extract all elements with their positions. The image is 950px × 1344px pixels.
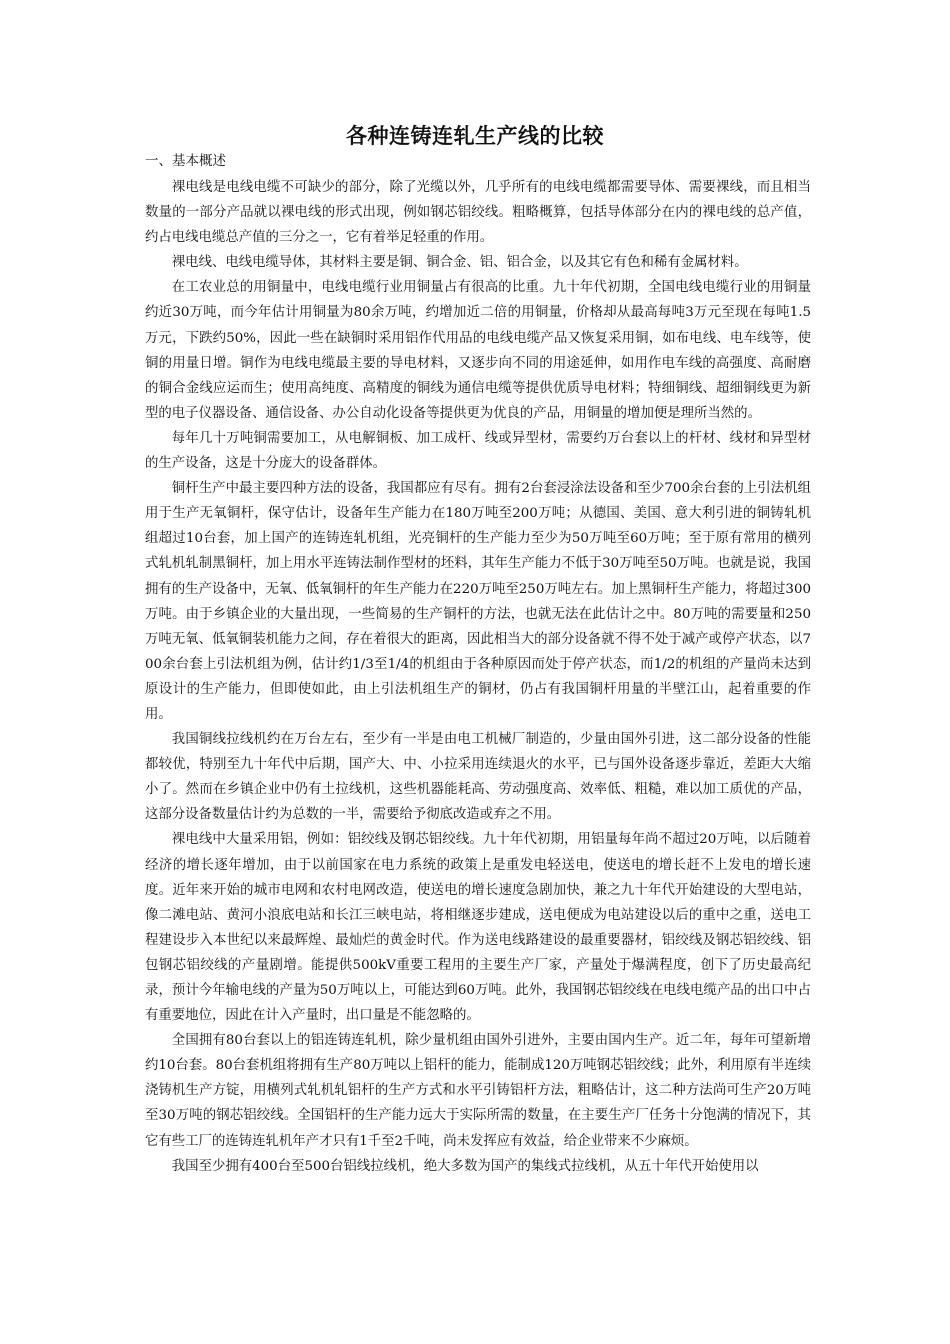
paragraph: 铜杆生产中最主要四种方法的设备，我国都应有尽有。拥有2台套浸涂法设备和至少700余台套的上引法机组用于生产无氧铜杆，保守估计，设备年生产能力在180万吨至200万吨；从德国、美国、意大利引进的铜铸轧机组超过10台套，加上国产的连铸连轧机组，光亮铜杆的生产能力至少为50万吨至60万吨；至于原有常用的横列式轧机轧制黑铜杆，加上用水平连铸法制作型材的坯料，其年生产能力不低于30万吨至50万吨。也就是说，我国拥有的生产设备中，无氧、低氧铜杆的年生产能力在220万吨至250万吨左右。加上黑铜杆生产能力，将超过300万吨。由于乡镇企业的大量出现，一些简易的生产铜杆的方法，也就无法在此估计之中。80万吨的需要量和250万吨无氧、低氧铜装机能力之间，存在着很大的距离，因此相当大的部分设备就不得不处于减产或停产状态，以700余台套上引法机组为例，估计约1/3至1/4的机组由于各种原因而处于停产状态，而1/2的机组的产量尚未达到原设计的生产能力，但即使如此，由上引法机组生产的铜材，仍占有我国铜杆用量的半壁江山，起着重要的作用。 (145, 481, 811, 722)
paragraph: 全国拥有80台套以上的铝连铸连轧机，除少量机组由国外引进外，主要由国内生产。近二年，每年可望新增约10台套。80台套机组将拥有生产80万吨以上铝杆的能力，能制成120万吨钢芯铝绞线；此外，利用原有半连续浇铸机生产方锭，用横列式轧机轧铝杆的生产方式和水平引铸铝杆方法，粗略估计，这二种方法尚可生产20万吨至30万吨的钢芯铝绞线。全国铝杆的生产能力远大于实际所需的数量，在主要生产厂任务十分饱满的情况下，其它有些工厂的连铸连轧机年产才只有1千至2千吨，尚未发挥应有效益，给企业带来不少麻烦。 (145, 1033, 811, 1149)
paragraph: 裸电线是电线电缆不可缺少的部分，除了光缆以外，几乎所有的电线电缆都需要导体、需要裸线，而且相当数量的一部分产品就以裸电线的形式出现，例如钢芯铝绞线。粗略概算，包括导体部分在内的裸电线的总产值，约占电线电缆总产值的三分之一，它有着举足轻重的作用。 (145, 180, 811, 246)
paragraph: 每年几十万吨铜需要加工，从电解铜板、加工成杆、线或异型材，需要约万台套以上的杆材、线材和异型材的生产设备，这是十分庞大的设备群体。 (145, 430, 811, 472)
paragraph: 我国铜线拉线机约在万台左右，至少有一半是由电工机械厂制造的，少量由国外引进，这二部分设备的性能都较优，特别至九十年代中后期，国产大、中、小拉采用连续退火的水平，已与国外设备逐步靠近，差距大大缩小了。然而在乡镇企业中仍有土拉线机，这些机器能耗高、劳动强度高、效率低、粗糙，难以加工质优的产品，这部分设备数量估计约为总数的一半，需要给予彻底改造或弃之不用。 (145, 732, 811, 823)
paragraph: 在工农业总的用铜量中，电线电缆行业用铜量占有很高的比重。九十年代初期，全国电线电缆行业的用铜量约近30万吨，而今年估计用铜量为80余万吨，约增加近二倍的用铜量，价格却从最高每吨3万元至现在每吨1.5万元，下跌约50%，因此一些在缺铜时采用铝作代用品的电线电缆产品又恢复采用铜，如布电线、电车线等，使铜的用量日增。铜作为电线电缆最主要的导电材料，又逐步向不同的用途延伸，如用作电车线的高强度、高耐磨的铜合金线应运而生；使用高纯度、高精度的铜线为通信电缆等提供优质导电材料；特细铜线、超细铜线更为新型的电子仪器设备、通信设备、办公自动化设备等提供更为优良的产品，用铜量的增加便是理所当然的。 (145, 280, 811, 421)
section-heading: 一、基本概述 (145, 153, 226, 169)
paragraph: 裸电线、电线电缆导体，其材料主要是铜、铜合金、铝、铝合金，以及其它有色和稀有金属材料。 (171, 255, 748, 271)
body-text (145, 175, 811, 1179)
paragraph: 裸电线中大量采用铝，例如：铝绞线及钢芯铝绞线。九十年代初期，用铝量每年尚不超过20万吨，以后随着经济的增长逐年增加，由于以前国家在电力系统的政策上是重发电轻送电，使送电的增长赶不上发电的增长速度。近年来开始的城市电网和农村电网改造，使送电的增长速度急剧加快，兼之九十年代开始建设的大型电站，像二滩电站、黄河小浪底电站和长江三峡电站，将相继逐步建成，送电便成为电站建设以后的重中之重，送电工程建设步入本世纪以来最辉煌、最灿烂的黄金时代。作为送电线路建设的最重要器材，铝绞线及钢芯铝绞线、铝包钢芯铝绞线的产量剧增。能提供500kV重要工程用的主要生产厂家，产量处于爆满程度，创下了历史最高纪录，预计今年输电线的产量为50万吨以上，可能达到60万吨。此外，我国钢芯铝绞线在电线电缆产品的出口中占有重要地位，因此在计入产量时，出口量是不能忽略的。 (145, 832, 811, 1024)
document-title: 各种连铸连轧生产线的比较 (346, 124, 604, 148)
paragraph: 我国至少拥有400台至500台铝线拉线机，绝大多数为国产的集线式拉线机，从五十年代开始使用以 (171, 1158, 759, 1174)
